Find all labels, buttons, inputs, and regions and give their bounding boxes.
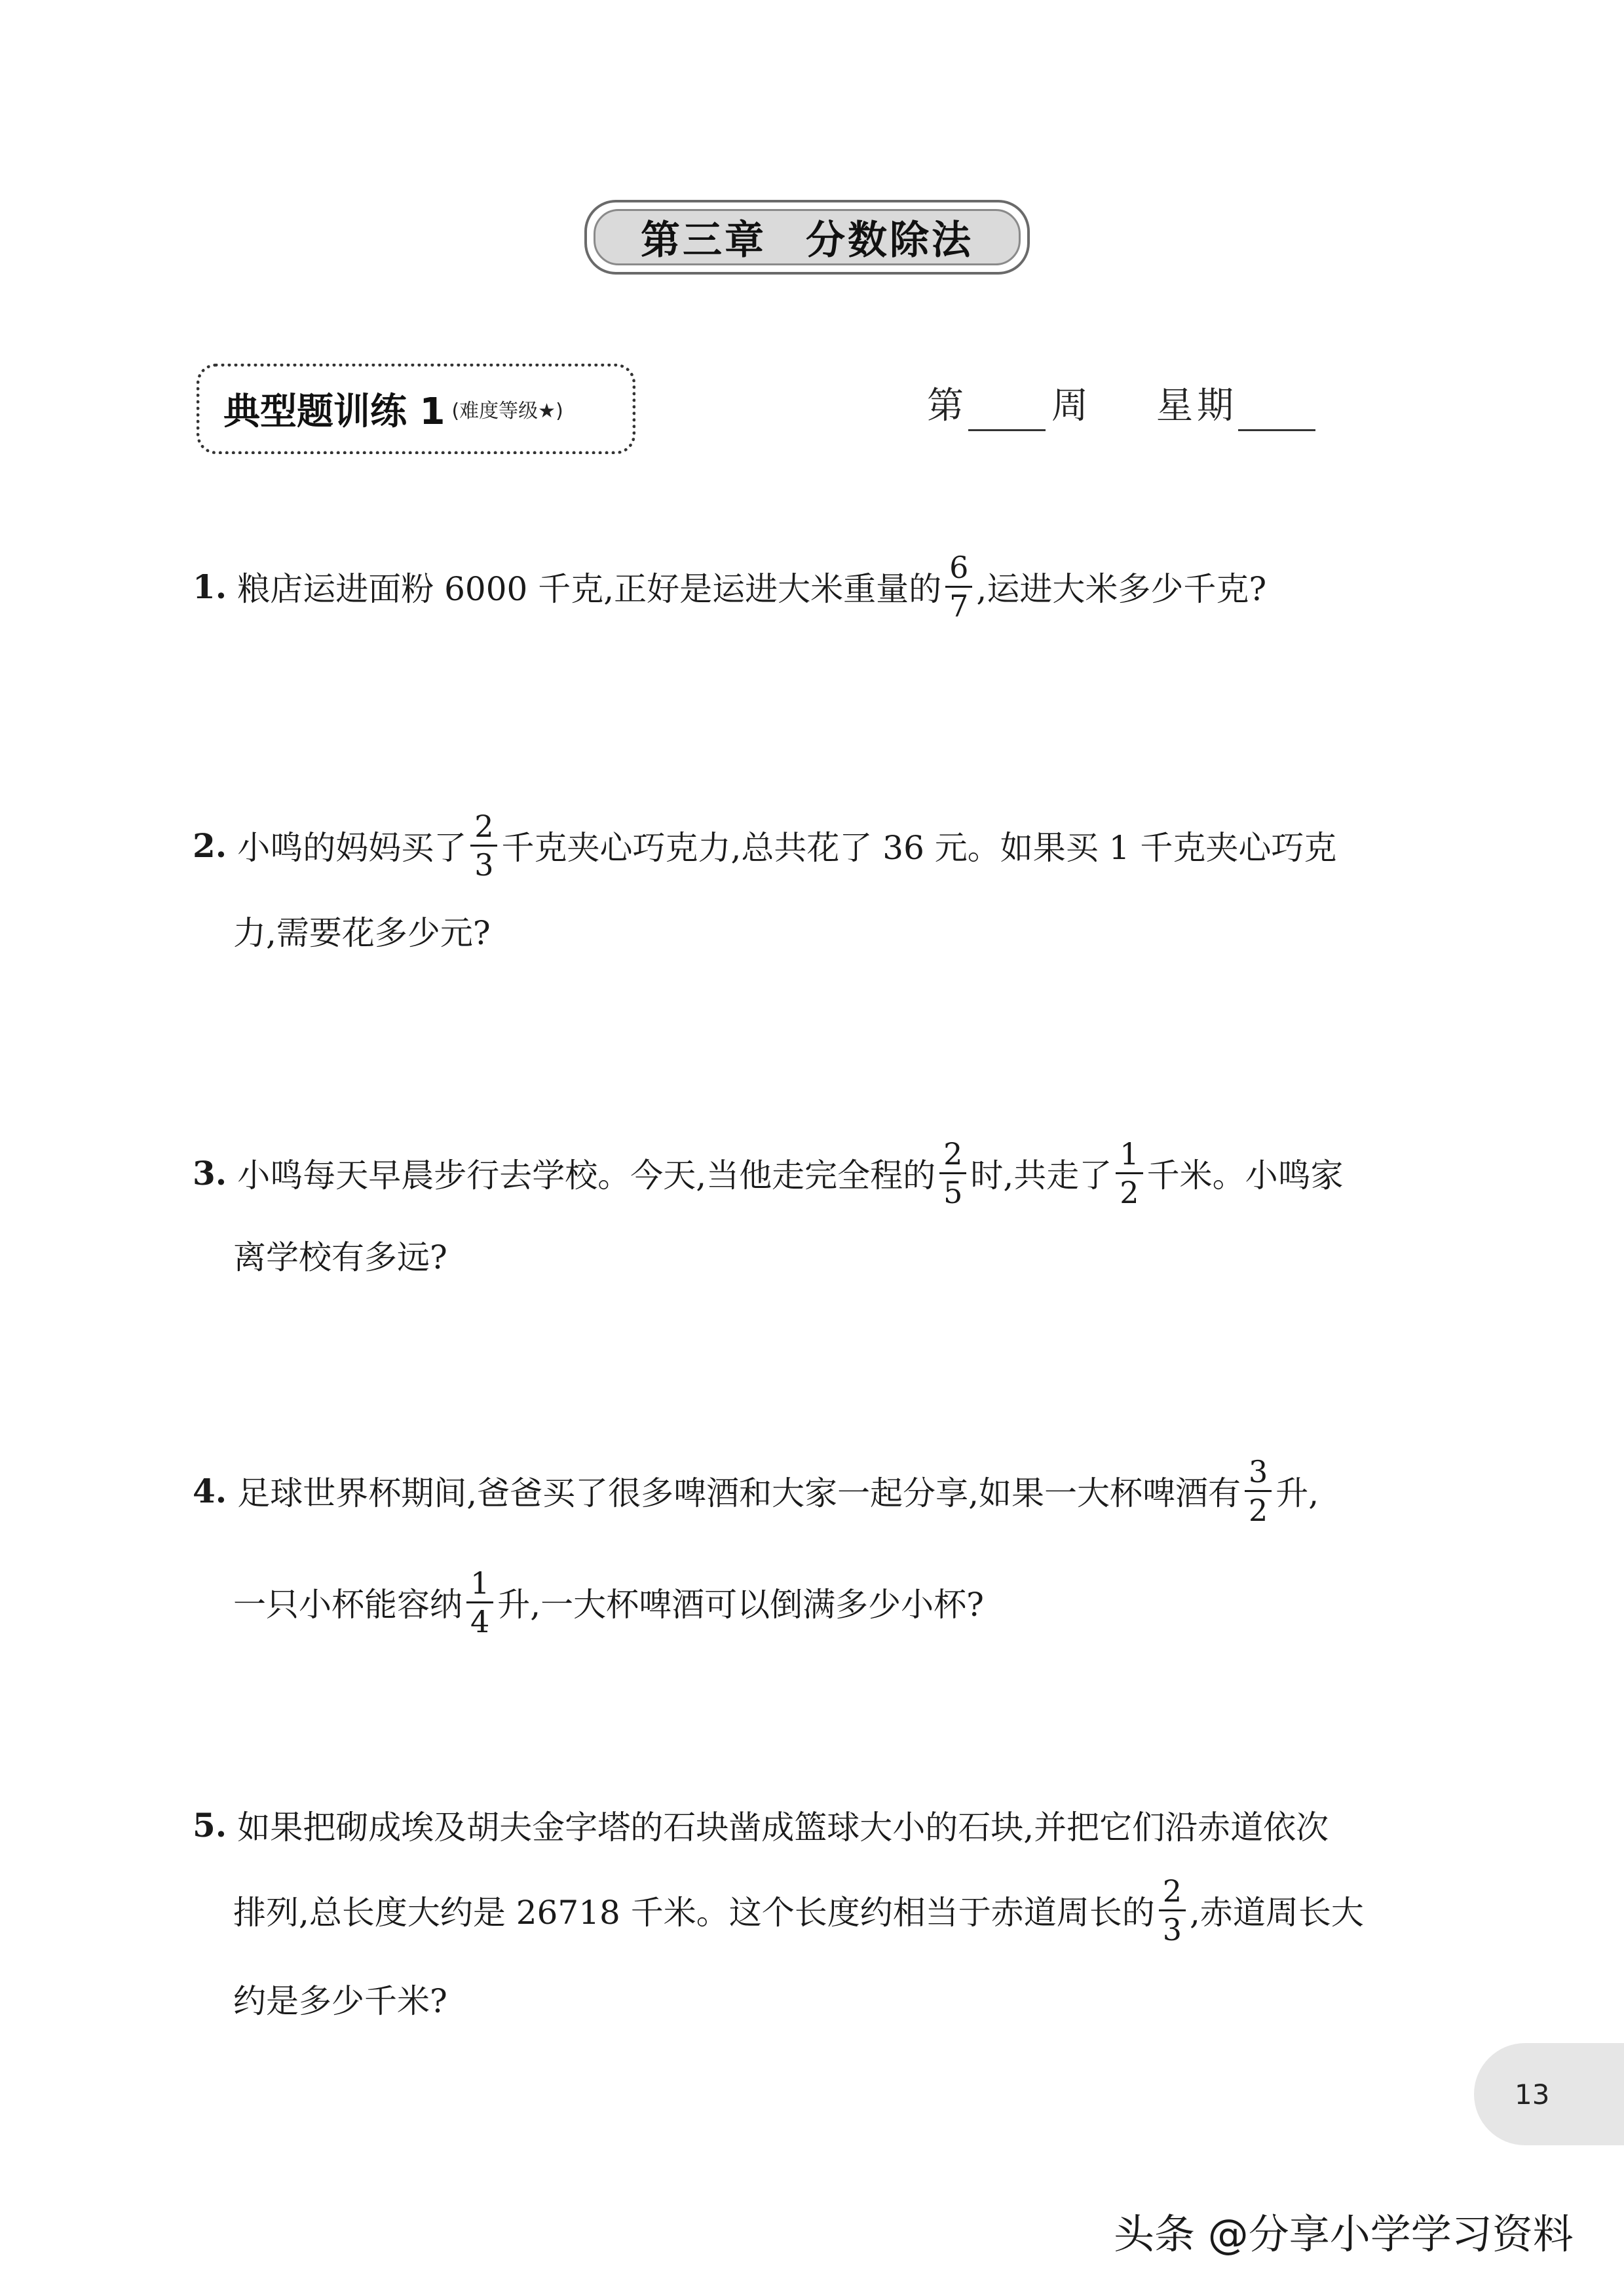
question-text: 小鸣的妈妈买了 [237,829,467,867]
chapter-name: 分数除法 [806,218,973,263]
question-text: 排列,总长度大约是 26718 千米。这个长度约相当于赤道周长的 [233,1894,1155,1932]
question-text: 足球世界杯期间,爸爸买了很多啤酒和大家一起分享,如果一大杯啤酒有 [237,1474,1241,1512]
question-text: 一只小杯能容纳 [233,1586,463,1624]
fraction-denominator: 2 [1249,1492,1268,1528]
question-text: ,运进大米多少千克? [976,570,1267,608]
question-text: ,赤道周长大 [1190,1894,1364,1932]
fraction-numerator: 2 [939,1136,966,1174]
question-number: 5. [193,1805,227,1845]
fraction-numerator: 1 [1116,1136,1142,1174]
question-text: 粮店运进面粉 6000 千克,正好是运进大米重量的 [237,570,942,608]
fraction-denominator: 7 [949,588,969,624]
fraction [470,808,497,883]
page-number-tab [1474,2043,1624,2145]
question-text: 时,共走了 [970,1157,1112,1195]
fraction [1245,1453,1272,1529]
fraction-denominator: 2 [1120,1174,1139,1210]
question-text: 离学校有多远? [233,1238,447,1276]
fraction [1159,1873,1186,1948]
fraction [939,1136,966,1211]
week-label-di: 第 [927,385,968,427]
weekday-blank[interactable] [1238,429,1315,431]
question-number: 1. [193,567,227,606]
fraction-numerator: 2 [470,808,497,847]
fraction-numerator: 1 [466,1565,493,1603]
fraction-denominator: 3 [1162,1911,1182,1947]
question-text: 约是多少千米? [233,1982,447,2020]
fraction-numerator: 2 [1159,1873,1186,1911]
chapter-title [594,209,1021,265]
fraction-denominator: 4 [470,1603,490,1639]
fraction [466,1565,493,1640]
fraction-denominator: 3 [474,847,494,883]
question-text: 升, [1275,1474,1319,1512]
week-number-blank[interactable] [968,429,1046,431]
question-text: 力,需要花多少元? [233,914,491,952]
question-text: 千米。小鸣家 [1146,1157,1344,1195]
fraction-numerator: 3 [1245,1453,1272,1492]
weekday-label: 星期 [1156,385,1237,427]
chapter-banner [584,200,1030,275]
page-number: 13 [1515,2078,1550,2111]
section-tag [197,364,635,454]
fraction-denominator: 5 [943,1174,963,1210]
question-text: 小鸣每天早晨步行去学校。今天,当他走完全程的 [237,1157,936,1195]
watermark: 头条 @分享小学学习资料 [1114,2210,1574,2258]
fraction [1116,1136,1142,1211]
question-number: 2. [193,826,227,865]
question-number: 3. [193,1153,227,1193]
difficulty-label: (难度等级★) [451,400,563,423]
question-text: 如果把砌成埃及胡夫金字塔的石块凿成篮球大小的石块,并把它们沿赤道依次 [237,1808,1329,1846]
fraction [945,549,972,624]
question-number: 4. [193,1471,227,1510]
chapter-number: 第三章 [641,218,766,263]
section-title: 典型题训练 1 [223,391,445,433]
fraction-numerator: 6 [945,549,972,588]
question-text: 千克夹心巧克力,总共花了 36 元。如果买 1 千克夹心巧克 [501,829,1337,867]
week-label-zhou: 周 [1051,385,1092,427]
question-text: 升,一大杯啤酒可以倒满多少小杯? [497,1586,984,1624]
